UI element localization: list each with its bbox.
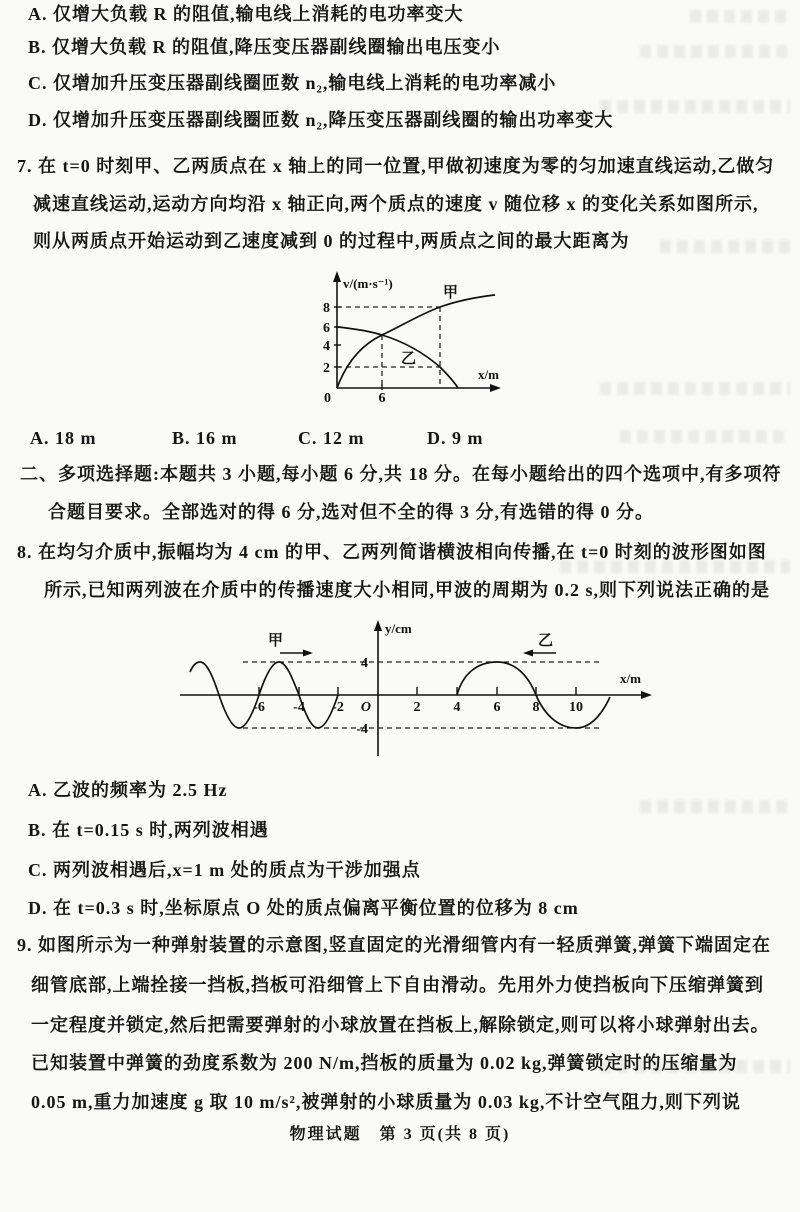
curve-jia (337, 295, 495, 388)
option-cell: C. 12 m (298, 428, 365, 448)
print-bleed-artifact (690, 10, 790, 23)
y-tick-label: 2 (323, 361, 330, 376)
question-9-line: 细管底部,上端拴接一挡板,挡板可沿细管上下自由滑动。先用外力使挡板向下压缩弹簧到 (31, 975, 764, 995)
y-tick-label: 4 (323, 339, 330, 354)
section-2-header-line: 合题目要求。全部选对的得 6 分,选对但不全的得 3 分,有选错的得 0 分。 (48, 502, 654, 522)
question-9-line: 一定程度并锁定,然后把需要弹射的小球放置在挡板上,解除锁定,则可以将小球弹射出去。 (31, 1015, 770, 1035)
y-tick-label: 8 (323, 301, 330, 316)
print-bleed-artifact (640, 800, 790, 813)
x-tick-label: 6 (378, 391, 386, 406)
y-axis-arrow-icon (333, 271, 341, 282)
question-7-line: 7. 在 t=0 时刻甲、乙两质点在 x 轴上的同一位置,甲做初速度为零的匀加速直线运动,乙做匀 (17, 156, 775, 176)
origin-label: O (360, 700, 371, 715)
question-9-line: 9. 如图所示为一种弹射装置的示意图,竖直固定的光滑细管内有一轻质弹簧,弹簧下端固定在 (17, 935, 771, 955)
x-tick-label: -4 (293, 700, 305, 715)
option-cell: D. 9 m (427, 428, 484, 448)
option-row: C. 仅增加升压变压器副线圈匝数 n₂,输电线上消耗的电功率减小 (28, 73, 557, 93)
print-bleed-artifact (620, 430, 790, 443)
page-footer: 物理试题 第 3 页(共 8 页) (289, 1126, 511, 1143)
y-axis-arrow-icon (374, 620, 382, 631)
x-axis-label: x/m (620, 671, 641, 686)
curve-yi-label: 乙 (401, 351, 417, 367)
option-row: D. 仅增加升压变压器副线圈匝数 n₂,降压变压器副线圈的输出功率变大 (28, 110, 614, 130)
q8-waveform-graph (158, 613, 658, 763)
q7-velocity-position-graph (293, 266, 508, 406)
option-cell: A. 18 m (30, 428, 97, 448)
x-tick-label: 2 (413, 700, 421, 715)
origin-label: 0 (324, 391, 331, 406)
x-tick-label: -2 (332, 700, 344, 715)
y-axis-label: v/(m·s⁻¹) (343, 276, 393, 291)
y-tick-label: 4 (361, 656, 368, 671)
section-2-header-line: 二、多项选择题:本题共 3 小题,每小题 6 分,共 18 分。在每小题给出的四个选项中,有多项符 (20, 464, 782, 484)
option-row: C. 两列波相遇后,x=1 m 处的质点为干涉加强点 (28, 860, 421, 880)
question-9-line: 0.05 m,重力加速度 g 取 10 m/s²,被弹射的小球质量为 0.03 kg,不计空气阻力,则下列说 (31, 1092, 741, 1112)
x-axis-arrow-icon (490, 384, 501, 392)
x-tick-label: 4 (453, 700, 461, 715)
print-bleed-artifact (660, 240, 790, 253)
option-row: A. 仅增大负载 R 的阻值,输电线上消耗的电功率变大 (28, 4, 464, 24)
y-tick-label: 6 (323, 321, 330, 336)
print-bleed-artifact (600, 382, 790, 395)
wave-yi-direction-arrow-icon (523, 650, 533, 657)
y-tick-label: -4 (356, 722, 368, 737)
curve-jia-label: 甲 (443, 285, 459, 301)
x-axis-arrow-icon (641, 691, 652, 699)
option-row: A. 乙波的频率为 2.5 Hz (28, 780, 228, 800)
question-7-line: 减速直线运动,运动方向均沿 x 轴正向,两个质点的速度 v 随位移 x 的变化关系如图所示, (33, 194, 759, 214)
question-7-line: 则从两质点开始运动到乙速度减到 0 的过程中,两质点之间的最大距离为 (33, 231, 630, 251)
question-9-line: 已知装置中弹簧的劲度系数为 200 N/m,挡板的质量为 0.02 kg,弹簧锁定时的压缩量为 (31, 1053, 738, 1073)
wave-jia-direction-arrow-icon (303, 650, 313, 657)
option-cell: B. 16 m (172, 428, 238, 448)
print-bleed-artifact (640, 45, 790, 58)
x-tick-label: -6 (253, 700, 265, 715)
y-axis-label: y/cm (385, 621, 412, 636)
question-8-line: 8. 在均匀介质中,振幅均为 4 cm 的甲、乙两列简谐横波相向传播,在 t=0 时刻的波形图如图 (17, 542, 767, 562)
option-row: D. 在 t=0.3 s 时,坐标原点 O 处的质点偏离平衡位置的位移为 8 cm (28, 898, 579, 918)
option-row: B. 仅增大负载 R 的阻值,降压变压器副线圈输出电压变小 (28, 37, 501, 57)
wave-yi-label: 乙 (538, 633, 554, 649)
x-axis-label: x/m (478, 367, 499, 382)
question-8-line: 所示,已知两列波在介质中的传播速度大小相同,甲波的周期为 0.2 s,则下列说法正确的是 (44, 580, 771, 600)
x-tick-label: 8 (532, 700, 540, 715)
wave-jia-label: 甲 (268, 633, 284, 649)
x-tick-label: 10 (569, 700, 583, 715)
print-bleed-artifact (600, 100, 790, 113)
option-row: B. 在 t=0.15 s 时,两列波相遇 (28, 820, 269, 840)
x-tick-label: 6 (493, 700, 501, 715)
